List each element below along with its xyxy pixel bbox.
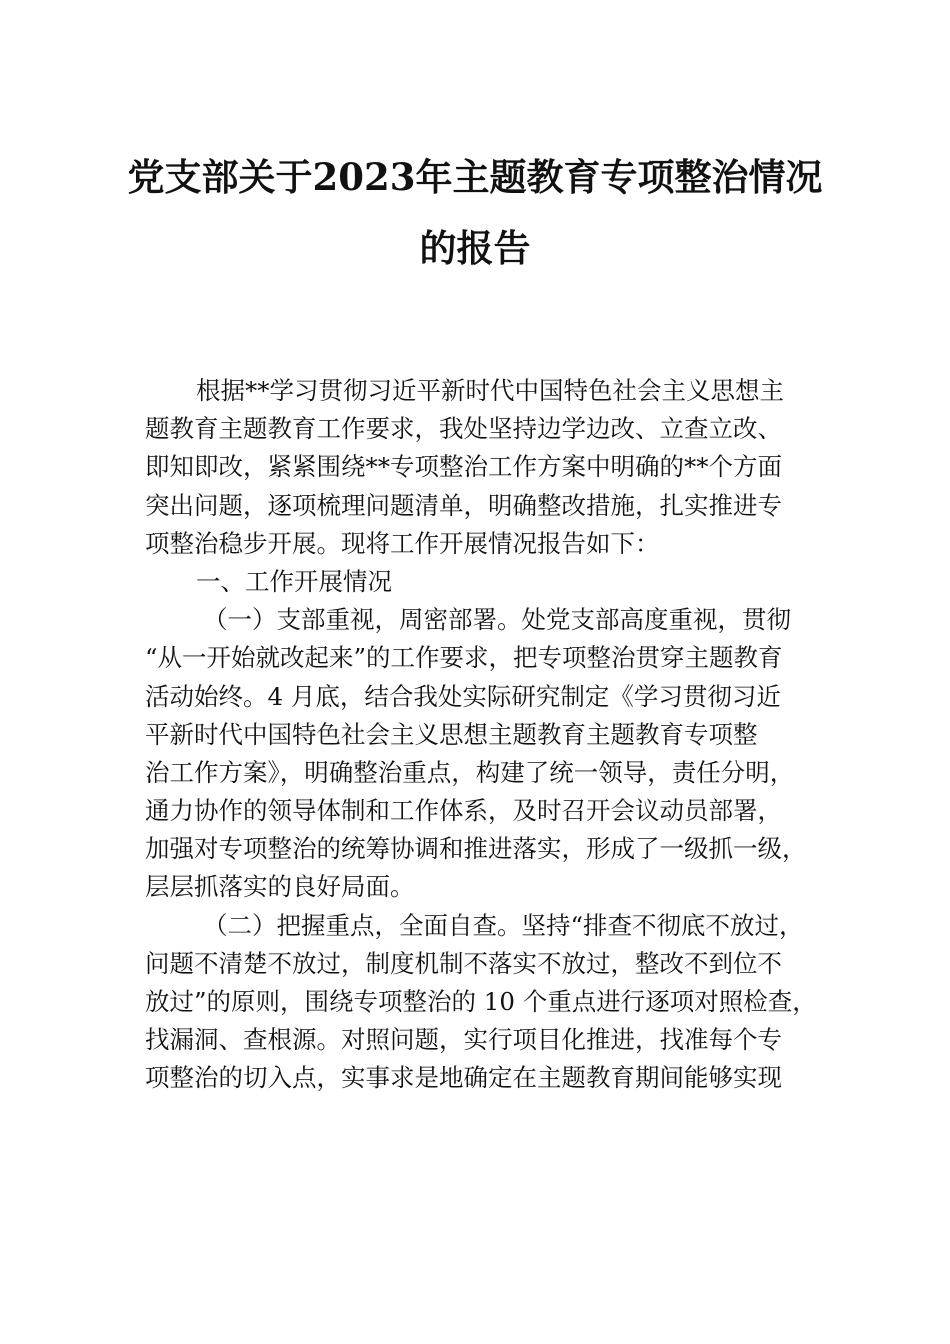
paragraph-line: “从一开始就改起来”的工作要求，把专项整治贯穿主题教育: [145, 643, 783, 673]
paragraph-line: 放过”的原则，围绕专项整治的 10 个重点进行逐项对照检查，: [145, 987, 817, 1016]
paragraph-line: 根据**学习贯彻习近平新时代中国特色社会主义思想主: [196, 376, 784, 405]
paragraph-line: 通力协作的领导体制和工作体系，及时召开会议动员部署，: [145, 796, 782, 826]
paragraph-line: 平新时代中国特色社会主义思想主题教育主题教育专项整: [145, 719, 758, 749]
document-title-line-1: 党支部关于2023年主题教育专项整治情况: [127, 155, 823, 199]
section-heading: 一、工作开展情况: [196, 566, 392, 596]
paragraph-line: 题教育主题教育工作要求，我处坚持边学边改、立查立改、: [145, 414, 782, 444]
paragraph-line: 加强对专项整治的统筹协调和推进落实，形成了一级抓一级，: [145, 834, 807, 864]
paragraph-line: 活动始终。4 月底，结合我处实际研究制定《学习贯彻习近: [145, 681, 781, 711]
paragraph-line: 治工作方案》，明确整治重点，构建了统一领导，责任分明，: [145, 757, 795, 787]
paragraph-line: 问题不清楚不放过，制度机制不落实不放过，整改不到位不: [145, 948, 782, 978]
document-body: [145, 372, 825, 1098]
paragraph-line: 项整治的切入点，实事求是地确定在主题教育期间能够实现: [145, 1063, 782, 1093]
paragraph-line: （一）支部重视，周密部署。处党支部高度重视，贯彻: [203, 605, 791, 635]
paragraph-line: 找漏洞、查根源。对照问题，实行项目化推进，找准每个专: [145, 1025, 782, 1055]
paragraph-line: 突出问题，逐项梳理问题清单，明确整改措施，扎实推进专: [145, 490, 782, 520]
paragraph-line: 即知即改，紧紧围绕**专项整治工作方案中明确的**个方面: [145, 452, 782, 482]
document-title-line-2: 的报告: [419, 226, 531, 270]
paragraph-line: 项整治稳步开展。现将工作开展情况报告如下：: [145, 528, 660, 558]
paragraph-line: 层层抓落实的良好局面。: [145, 872, 415, 902]
paragraph-line: （二）把握重点，全面自查。坚持“排查不彻底不放过，: [203, 910, 804, 940]
